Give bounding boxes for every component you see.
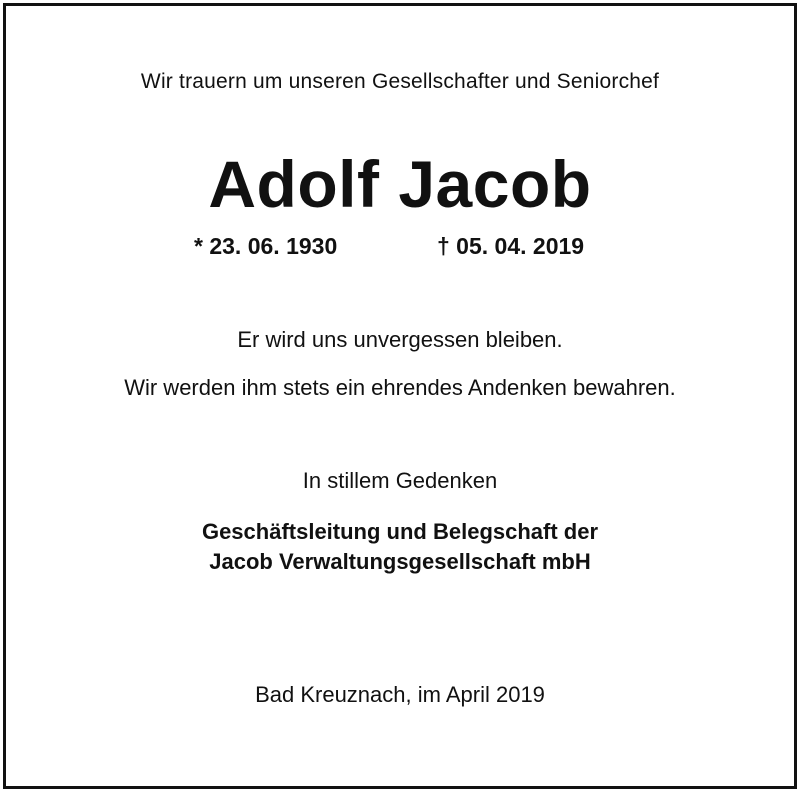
deceased-name: Adolf Jacob (208, 147, 592, 221)
remembrance-text-2: Wir werden ihm stets ein ehrendes Andenken bewahren. (124, 375, 676, 400)
birth-date: * 23. 06. 1930 (194, 233, 338, 259)
place-and-date: Bad Kreuznach, im April 2019 (255, 682, 545, 707)
signature-line-2: Jacob Verwaltungsgesellschaft mbH (209, 549, 591, 574)
memory-phrase: In stillem Gedenken (302, 468, 498, 493)
remembrance-text-1: Er wird uns unvergessen bleiben. (237, 327, 563, 352)
death-date: † 05. 04. 2019 (437, 233, 585, 259)
notice-intro: Wir trauern um unseren Gesellschafter und Seniorchef (140, 70, 660, 93)
signature-line-1: Geschäftsleitung und Belegschaft der (201, 519, 599, 544)
